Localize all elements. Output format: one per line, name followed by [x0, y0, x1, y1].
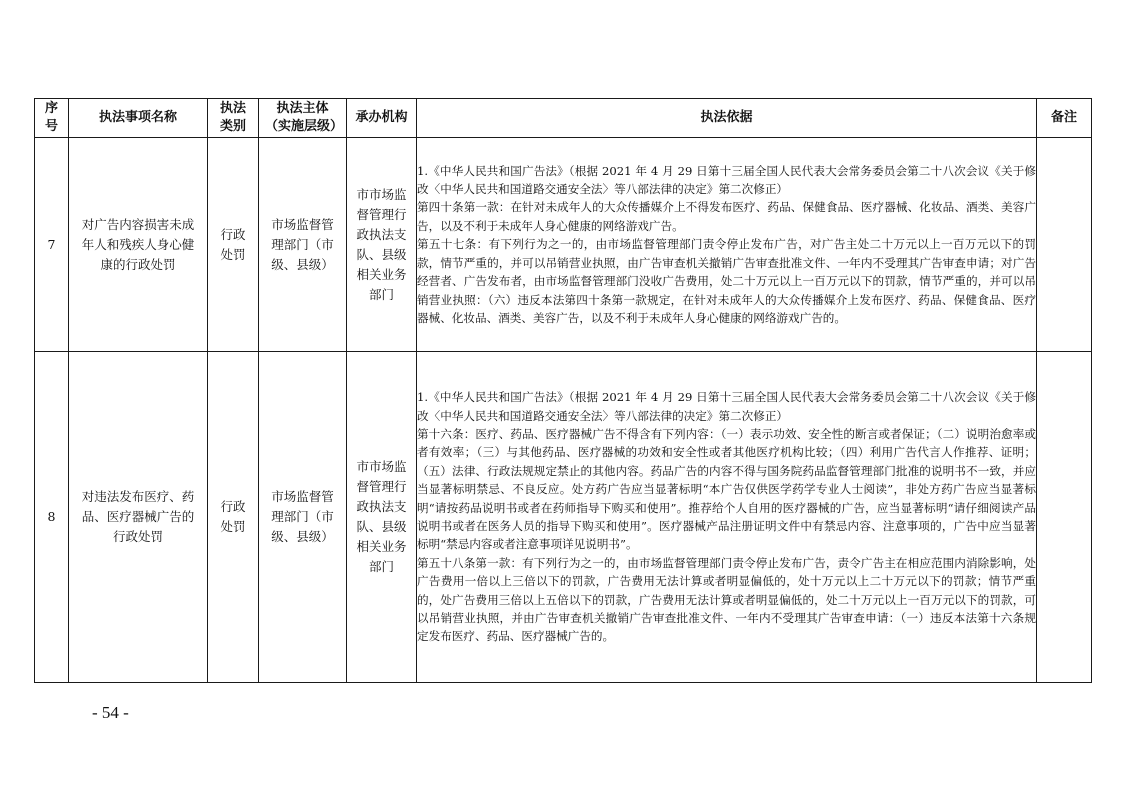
header-category: 执法类别 — [208, 99, 259, 138]
header-basis: 执法依据 — [417, 99, 1037, 138]
basis-paragraph: 第十六条：医疗、药品、医疗器械广告不得含有下列内容：（一）表示功效、安全性的断言或者保证；（二）说明治愈率或者有效率；（三）与其他药品、医疗器械的功效和安全性或者其他医疗机构比较；（四）利用广告代言人作推荐、证明；（五）法律、行政法规规定禁止的其他内容。药品广告的内容不得与国务院药品监督管理部门批准的说明书不一致，并应当显著标明禁忌、不良反应。处方药广告应当显著标明“本广告仅供医学药学专业人士阅读”，非处方药广告应当显著标明“请按药品说明书或者在药师指导下购买和使用”。推荐给个人自用的医疗器械的广告，应当显著标明“请仔细阅读产品说明书或者在医务人员的指导下购买和使用”。医疗器械产品注册证明文件中有禁忌内容、注意事项的，广告中应当显著标明“禁忌内容或者注意事项详见说明书”。 — [417, 426, 1036, 552]
header-agency: 承办机构 — [347, 99, 417, 138]
basis-paragraph: 第五十八条第一款：有下列行为之一的，由市场监督管理部门责令停止发布广告，责令广告主在相应范围内消除影响，处广告费用一倍以上三倍以下的罚款，广告费用无法计算或者明显偏低的，处十万元以上二十万元以下的罚款；情节严重的，处广告费用三倍以上五倍以下的罚款，广告费用无法计算或者明显偏低的，处二十万元以上一百万元以下的罚款，可以吊销营业执照，并由广告审查机关撤销广告审查批准文件、一年内不受理其广告审查申请：（一）违反本法第十六条规定发布医疗、药品、医疗器械广告的。 — [417, 555, 1036, 644]
basis-paragraph: 第五十七条：有下列行为之一的，由市场监督管理部门责令停止发布广告，对广告主处二十万元以上一百万元以下的罚款，情节严重的，并可以吊销营业执照，由广告审查机关撤销广告审查批准文件、一年内不受理其广告审查申请；对广告经营者、广告发布者，由市场监督管理部门没收广告费用，处二十万元以上一百万元以下的罚款，情节严重的，并可以吊销营业执照：（六）违反本法第四十条第一款规定，在针对未成年人的大众传播媒介上发布医疗、药品、保健食品、医疗器械、化妆品、酒类、美容广告，以及不利于未成年人身心健康的网络游戏广告的。 — [417, 237, 1036, 325]
header-row — [35, 99, 1092, 138]
row-subject: 市场监督管理部门（市级、县级） — [259, 352, 347, 683]
page-number: - 54 - — [92, 703, 129, 722]
row-category: 行政处罚 — [208, 352, 259, 683]
row-note — [1037, 352, 1092, 683]
row-basis — [417, 352, 1037, 683]
row-item-name: 对违法发布医疗、药品、医疗器械广告的行政处罚 — [69, 352, 208, 683]
basis-paragraph: 第四十条第一款：在针对未成年人的大众传播媒介上不得发布医疗、药品、保健食品、医疗器械、化妆品、酒类、美容广告，以及不利于未成年人身心健康的网络游戏广告。 — [417, 200, 1036, 233]
header-note: 备注 — [1037, 99, 1092, 138]
table-row — [35, 352, 1092, 683]
row-agency: 市市场监督管理行政执法支队、县级相关业务部门 — [347, 138, 417, 352]
row-subject: 市场监督管理部门（市级、县级） — [259, 138, 347, 352]
header-subject: 执法主体（实施层级） — [259, 99, 347, 138]
header-seq: 序号 — [35, 99, 69, 138]
row-seq: 8 — [35, 352, 69, 683]
row-category: 行政处罚 — [208, 138, 259, 352]
header-item-name: 执法事项名称 — [69, 99, 208, 138]
row-agency: 市市场监督管理行政执法支队、县级相关业务部门 — [347, 352, 417, 683]
row-basis — [417, 138, 1037, 352]
enforcement-table — [34, 98, 1092, 683]
row-item-name: 对广告内容损害未成年人和残疾人身心健康的行政处罚 — [69, 138, 208, 352]
basis-paragraph: 1.《中华人民共和国广告法》（根据 2021 年 4 月 29 日第十三届全国人民代表大会常务委员会第二十八次会议《关于修改〈中华人民共和国道路交通安全法〉等八部法律的决定》第二次修正） — [417, 163, 1036, 197]
row-note — [1037, 138, 1092, 352]
row-seq: 7 — [35, 138, 69, 352]
basis-paragraph: 1.《中华人民共和国广告法》（根据 2021 年 4 月 29 日第十三届全国人民代表大会常务委员会第二十八次会议《关于修改〈中华人民共和国道路交通安全法〉等八部法律的决定》第二次修正） — [417, 390, 1036, 423]
table-row — [35, 138, 1092, 352]
